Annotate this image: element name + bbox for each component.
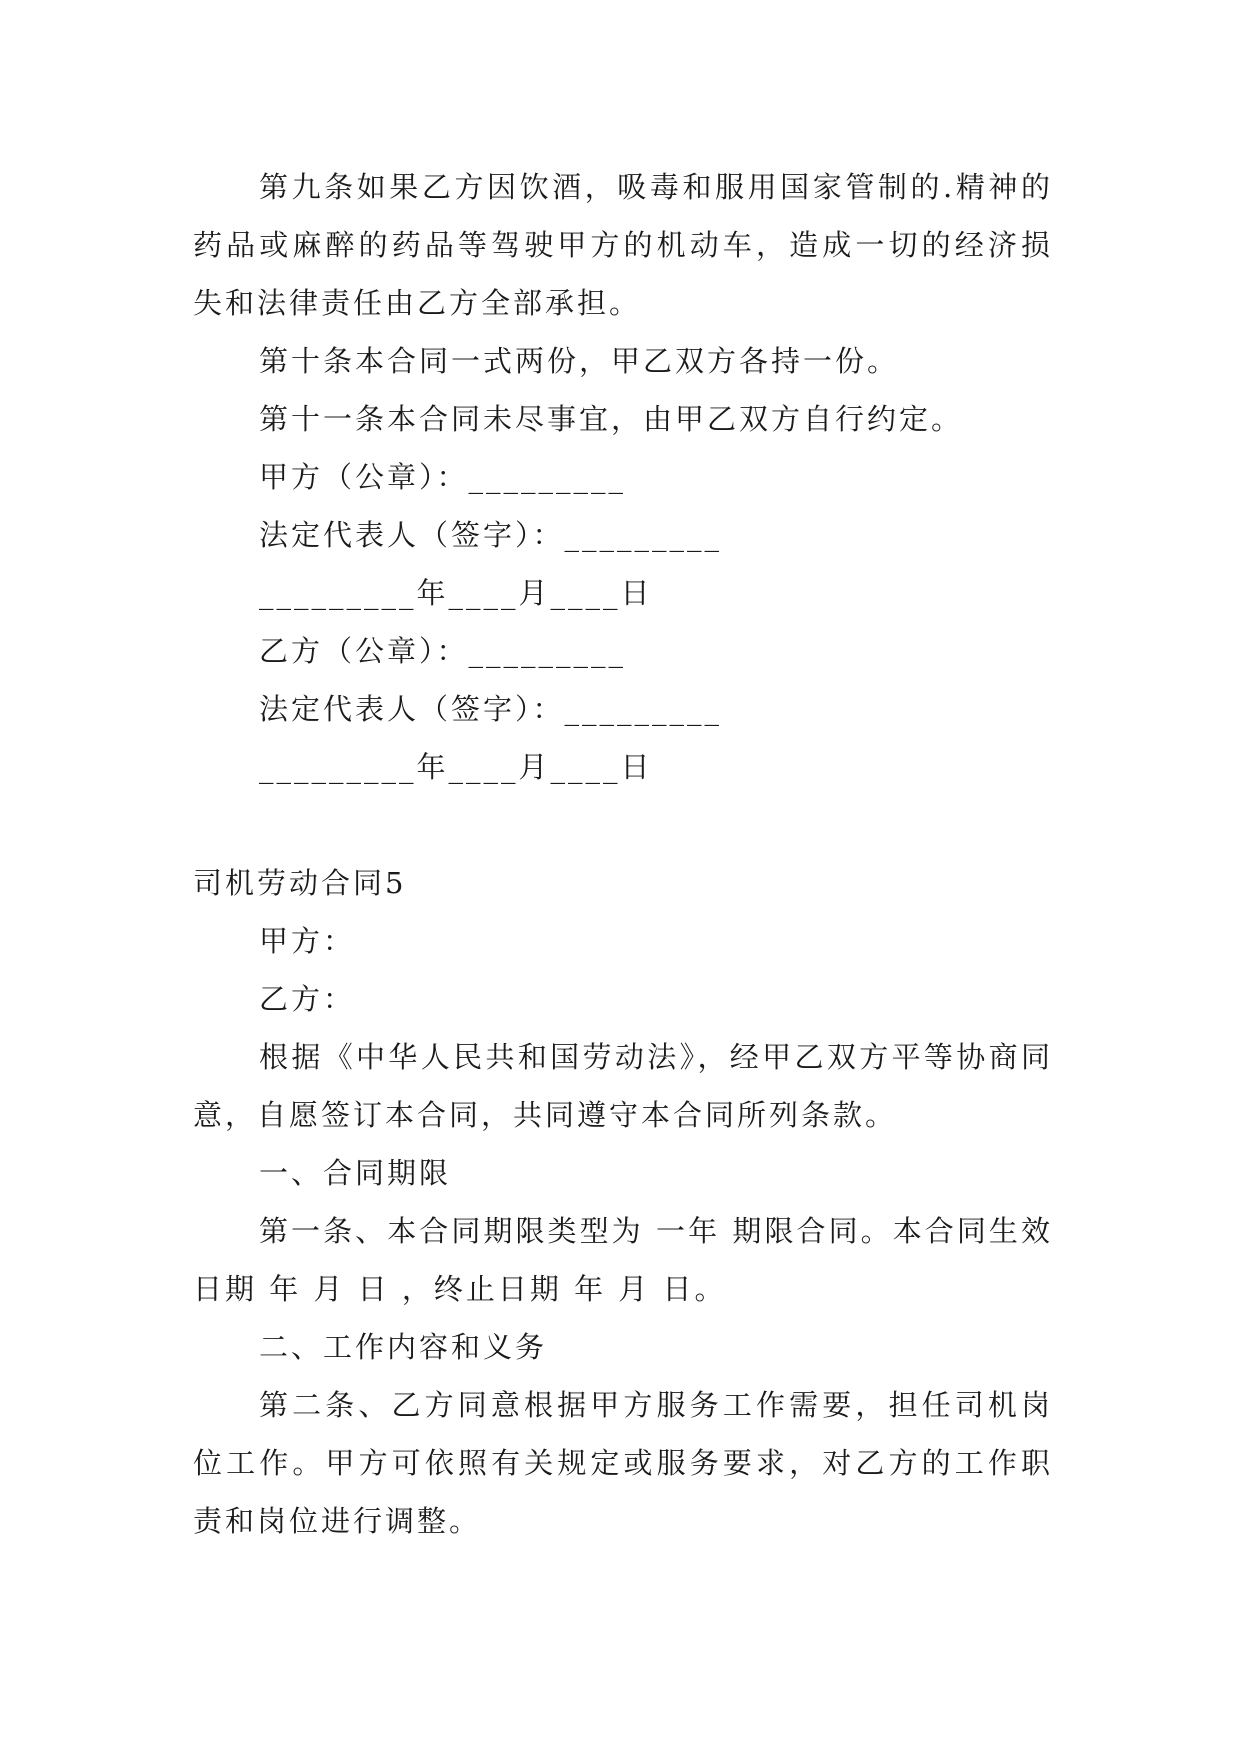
clause-1: 第一条、本合同期限类型为 一年 期限合同。本合同生效日期 年 月 日 ，终止日期 年 月 日。 [193,1214,1053,1306]
party-b-label: 乙方： [259,982,356,1016]
preamble-paragraph: 根据《中华人民共和国劳动法》，经甲乙双方平等协商同意，自愿签订本合同，共同遵守本合同所列条款。 [193,1040,1053,1132]
section-gap [193,796,1053,854]
party-b-representative-line: 法定代表人（签字）：_________ [259,692,723,726]
section-heading-duties: 二、工作内容和义务 [259,1330,548,1364]
contract-title: 司机劳动合同5 [193,866,407,900]
party-a-representative-line: 法定代表人（签字）：_________ [259,518,723,552]
clause-9: 第九条如果乙方因饮酒，吸毒和服用国家管制的.精神的药品或麻醉的药品等驾驶甲方的机动车，造成一切的经济损失和法律责任由乙方全部承担。 [193,170,1053,320]
party-b-date-line: _________年____月____日 [259,750,653,784]
party-a-seal-line: 甲方（公章）：_________ [259,460,627,494]
clause-2: 第二条、乙方同意根据甲方服务工作需要，担任司机岗位工作。甲方可依照有关规定或服务要求，对乙方的工作职责和岗位进行调整。 [193,1388,1053,1538]
party-a-date-line: _________年____月____日 [259,576,653,610]
document-page [193,158,1053,1550]
party-b-seal-line: 乙方（公章）：_________ [259,634,627,668]
clause-11: 第十一条本合同未尽事宜，由甲乙双方自行约定。 [259,402,964,436]
clause-10: 第十条本合同一式两份，甲乙双方各持一份。 [259,344,900,378]
section-heading-term: 一、合同期限 [259,1156,452,1190]
party-a-label: 甲方： [259,924,356,958]
